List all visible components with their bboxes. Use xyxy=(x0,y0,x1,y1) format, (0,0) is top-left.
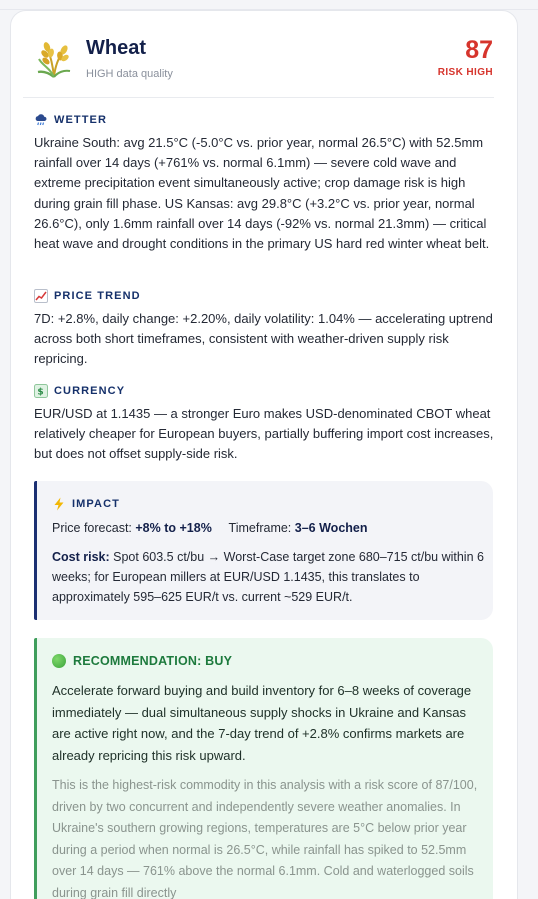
recommendation-heading-text: RECOMMENDATION: BUY xyxy=(73,654,233,668)
commodity-title: Wheat xyxy=(86,37,146,59)
impact-heading xyxy=(52,497,120,511)
impact-box xyxy=(34,481,493,620)
currency-heading xyxy=(34,384,125,398)
green-circle-icon xyxy=(52,654,66,668)
timeframe-label: Timeframe: xyxy=(228,521,292,535)
wheat-icon xyxy=(33,39,75,79)
price-trend-heading xyxy=(34,289,141,303)
recommendation-box xyxy=(34,638,493,899)
weather-heading-text: WETTER xyxy=(54,114,108,126)
cost-risk-text xyxy=(52,547,484,608)
currency-exchange-icon xyxy=(34,384,48,398)
timeframe-value: 3–6 Wochen xyxy=(294,521,368,535)
cloud-rain-icon xyxy=(34,113,48,127)
recommendation-heading xyxy=(52,654,232,668)
risk-score: 87 xyxy=(465,36,493,64)
weather-text: Ukraine South: avg 21.5°C (-5.0°C vs. prior year, normal 26.5°C) with 52.5mm rainfall over 14 days (+761% vs. normal 6.1mm) — severe cold wave and extreme precipitation event simultaneously active; crop damage risk is high during grain fill phase. US Kansas: avg 29.8°C (+3.2°C vs. prior year, normal 26.6°C), only 1.6mm rainfall over 14 days (-92% vs. normal 21.3mm) — critical heat wave and drought conditions in the primary US hard red winter wheat belt. xyxy=(34,135,490,252)
svg-text:$: $ xyxy=(37,387,45,398)
weather-heading xyxy=(34,113,107,127)
currency-heading-text: CURRENCY xyxy=(54,385,126,397)
currency-text: EUR/USD at 1.1435 — a stronger Euro makes USD-denominated CBOT wheat relatively cheaper for European buyers, partially buffering import cost increases, but does not offset supply-side risk. xyxy=(34,406,494,462)
recommendation-detail: This is the highest-risk commodity in this analysis with a risk score of 87/100, driven by two concurrent and independently severe weather anomalies. In Ukraine's southern growing regions, temperatures are 5°C below prior year during a period when normal is 26.5°C, while rainfall has spiked to 52.5mm over 14 days — 761% above the normal 6.1mm. Cold and waterlogged soils during grain fill directly xyxy=(52,778,478,899)
chart-up-icon xyxy=(34,289,48,303)
recommendation-summary: Accelerate forward buying and build inventory for 6–8 weeks of coverage immediately — dual simultaneous supply shocks in Ukraine and Kansas are active right now, and the 7-day trend of +2.8% confirms markets are already repricing this risk upward. xyxy=(52,683,472,763)
lightning-icon xyxy=(52,497,66,511)
price-trend-text: 7D: +2.8%, daily change: +2.20%, daily volatility: 1.04% — accelerating uptrend across both short timeframes, consistent with weather-driven supply risk repricing. xyxy=(34,311,493,367)
impact-heading-text: IMPACT xyxy=(72,498,120,510)
cost-risk-detail: Spot 603.5 ct/bu → Worst-Case target zone 680–715 ct/bu within 6 weeks; for European millers at EUR/USD 1.1435, this translates to approximately 595–625 EUR/t vs. current ~529 EUR/t. xyxy=(52,550,484,605)
data-quality-label: HIGH data quality xyxy=(86,68,173,80)
forecast-label: Price forecast: xyxy=(52,521,132,535)
risk-level-badge: RISK HIGH xyxy=(437,67,493,78)
cost-risk-label: Cost risk: xyxy=(52,550,110,564)
impact-forecast-line xyxy=(52,521,368,535)
card-header xyxy=(23,26,494,98)
forecast-value: +8% to +18% xyxy=(135,521,212,535)
price-trend-heading-text: PRICE TREND xyxy=(54,290,141,302)
